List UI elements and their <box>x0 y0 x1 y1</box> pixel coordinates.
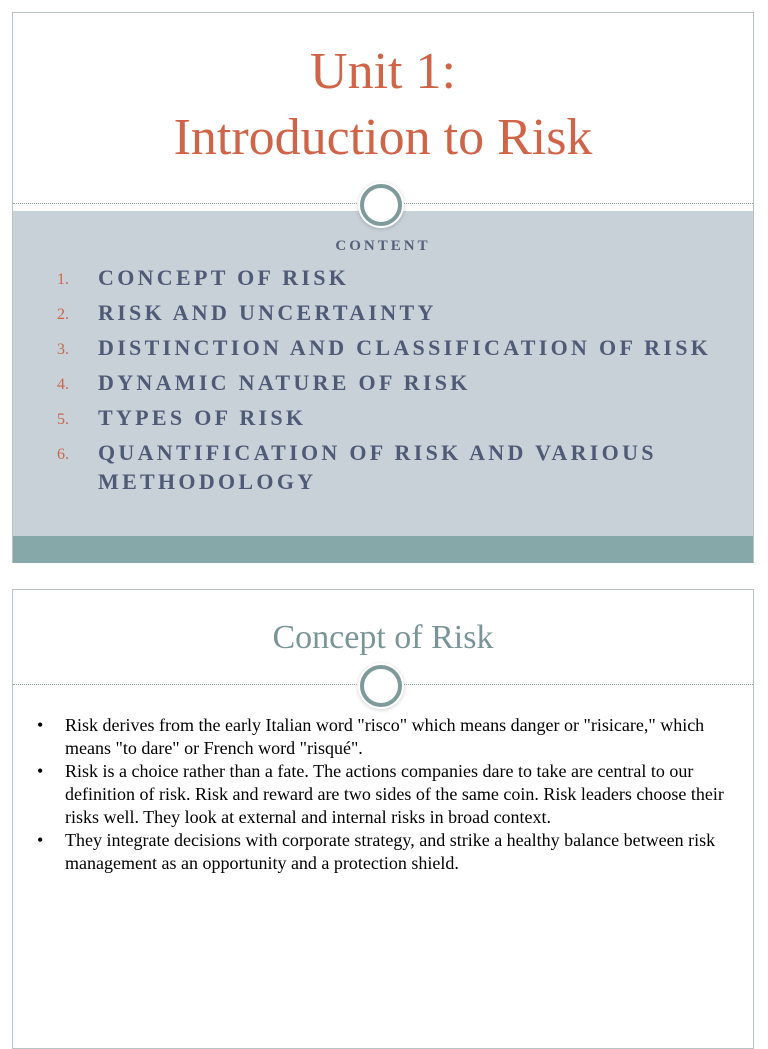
bullet-item <box>37 714 737 760</box>
toc-text: TYPES OF RISK <box>98 405 307 430</box>
toc-text: CONCEPT OF RISK <box>98 265 350 290</box>
toc-text: DYNAMIC NATURE OF RISK <box>98 370 471 395</box>
bullet-icon: • <box>37 761 44 781</box>
ring-icon <box>360 665 402 707</box>
toc-item <box>57 368 717 397</box>
bullet-text: Risk derives from the early Italian word "risco" which means danger or "risicare," which means "to dare" or French word "risqué". <box>65 715 705 758</box>
toc-item <box>57 438 717 496</box>
table-of-contents <box>57 263 717 502</box>
bullet-icon: • <box>37 830 44 850</box>
title-line-2: Introduction to Risk <box>173 109 593 166</box>
toc-item <box>57 263 717 292</box>
bullet-text: They integrate decisions with corporate strategy, and strike a healthy balance between risk management as an opportunity and a protection shield. <box>65 830 716 873</box>
toc-number: 5. <box>57 411 69 428</box>
toc-number: 3. <box>57 341 69 358</box>
bullet-item <box>37 760 737 829</box>
ring-icon <box>360 184 402 226</box>
toc-number: 6. <box>57 446 69 463</box>
slide-1-title <box>13 39 753 171</box>
slide-2-title: Concept of Risk <box>272 619 494 656</box>
toc-text: RISK AND UNCERTAINTY <box>98 300 437 325</box>
toc-number: 4. <box>57 376 69 393</box>
bullet-icon: • <box>37 715 44 735</box>
toc-text: QUANTIFICATION OF RISK AND VARIOUS METHODOLOGY <box>98 440 657 494</box>
bullet-text: Risk is a choice rather than a fate. The actions companies dare to take are central to our definition of risk. Risk and reward are two sides of the same coin. Risk leaders choose their risks well. They look at external and internal risks in broad context. <box>65 761 724 827</box>
toc-number: 2. <box>57 306 69 323</box>
bullet-list <box>37 714 737 875</box>
title-line-1: Unit 1: <box>310 43 456 100</box>
toc-item <box>57 403 717 432</box>
slide-1 <box>12 12 754 563</box>
footer-band <box>13 536 753 563</box>
toc-item <box>57 298 717 327</box>
toc-number: 1. <box>57 271 69 288</box>
slide-2 <box>12 589 754 1049</box>
toc-text: DISTINCTION AND CLASSIFICATION OF RISK <box>98 335 712 360</box>
toc-item <box>57 333 717 362</box>
bullet-item <box>37 829 737 875</box>
content-label: CONTENT <box>335 238 431 254</box>
